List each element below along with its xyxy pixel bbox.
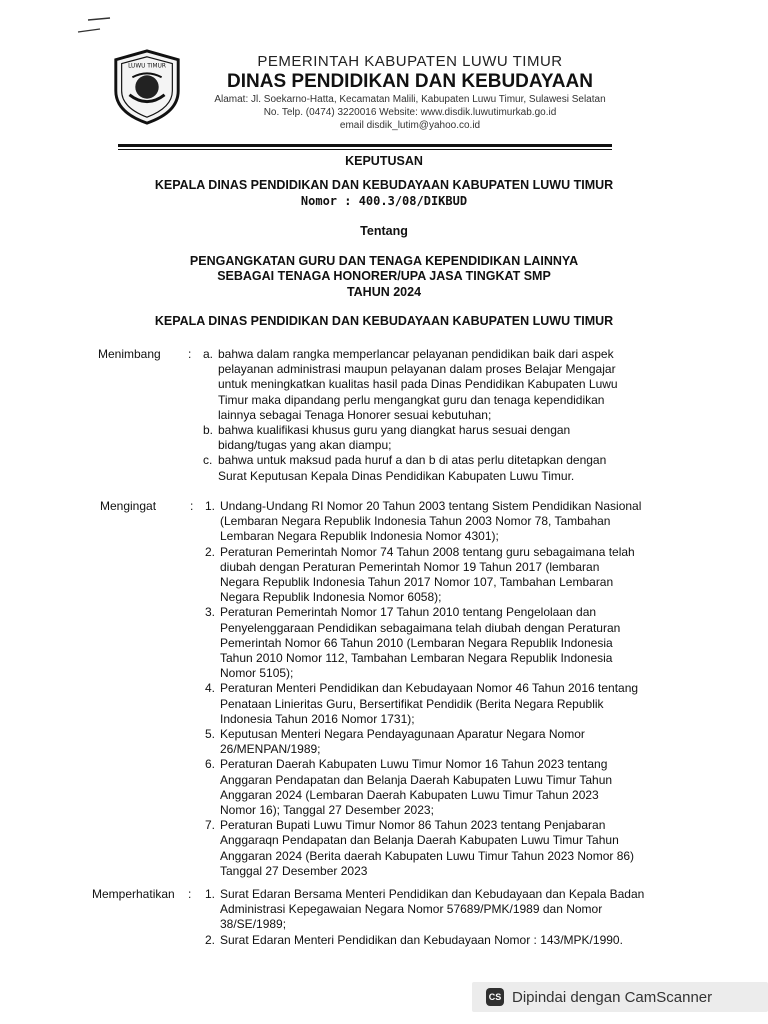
menimbang-item-line: Surat Keputusan Kepala Dinas Pendidikan Kabupaten Luwu Timur. [218,468,575,483]
letterhead [190,52,630,132]
mengingat-item-line: Tahun 2010 Nomor 112, Tambahan Lembaran Negara Republik Indonesia [220,651,613,665]
agency-address: Alamat: Jl. Soekarno-Hatta, Kecamatan Malili, Kabupaten Luwu Timur, Sulawesi Selatan [214,94,606,105]
memperhatikan-item-marker: 2. [205,932,216,947]
subject-line-3: TAHUN 2024 [346,285,422,299]
mengingat-item-marker: 5. [205,727,216,741]
mengingat-item-line: Undang-Undang RI Nomor 20 Tahun 2003 tentang Sistem Pendidikan Nasional [220,499,642,513]
menimbang-item-line: bidang/tugas yang akan diampu; [218,438,392,453]
agency-email: email disdik_lutim@yahoo.co.id [339,120,481,131]
mengingat-item-line: Lembaran Negara Republik Indonesia Nomor 4301); [220,529,499,544]
camscanner-icon: CS [486,988,504,1006]
mengingat-item-line: Nomor 16); Tanggal 27 Desember 2023; [220,803,434,817]
menimbang-item-line: Timur maka dipandang perlu mengangkat guru dan tenaga kependidikan [218,392,605,407]
mengingat-item-line: Peraturan Pemerintah Nomor 74 Tahun 2008 tentang guru sebagaimana telah [220,544,635,559]
mengingat-item-line: Tanggal 27 Desember 2023 [220,863,368,878]
menimbang-label: Menimbang [98,347,161,361]
decree-number: Nomor : 400.3/08/DIKBUD [300,194,468,208]
memperhatikan-item-line: Administrasi Kepegawaian Negara Nomor 57689/PMK/1989 dan Nomor [220,902,603,917]
mengingat-item-marker: 3. [205,605,216,620]
mengingat-item-marker: 4. [205,681,216,696]
issuer-heading: KEPALA DINAS PENDIDIKAN DAN KEBUDAYAAN KABUPATEN LUWU TIMUR [154,178,614,192]
mengingat-item-line: Anggaran 2024 (Lembaran Daerah Kabupaten Luwu Timur Tahun 2023 [220,787,599,802]
doc-type: KEPUTUSAN [345,154,423,168]
mengingat-item-line: Anggaran Pendapatan dan Belanja Daerah Kabupaten Luwu Timur Tahun [220,772,613,787]
mengingat-item-line: Peraturan Daerah Kabupaten Luwu Timur Nomor 16 Tahun 2023 tentang [220,757,608,772]
mengingat-item-line: diubah dengan Peraturan Pemerintah Nomor 19 Tahun 2017 (lembaran [220,559,600,574]
mengingat-item-line: Peraturan Menteri Pendidikan dan Kebudayaan Nomor 46 Tahun 2016 tentang [220,681,639,696]
agency-name: DINAS PENDIDIKAN DAN KEBUDAYAAN [227,71,593,92]
mengingat-item-line: Pemerintah Nomor 66 Tahun 2010 (Lembaran Negara Republik Indonesia [220,635,613,650]
menimbang-item-line: bahwa untuk maksud pada huruf a dan b di atas perlu ditetapkan dengan [218,453,607,468]
mengingat-item-line: Penataan Linieritas Guru, Bersertifikat Pendidik (Berita Negara Republik [220,696,604,711]
mengingat-item-line: (Lembaran Negara Republik Indonesia Tahun 2003 Nomor 78, Tambahan [220,514,611,529]
mengingat-item-marker: 1. [205,499,216,513]
camscanner-watermark [472,982,768,1012]
mengingat-item-marker: 6. [205,757,216,772]
menimbang-item-line: bahwa dalam rangka memperlancar pelayanan pendidikan baik dari aspek [218,347,614,361]
memperhatikan-label: Memperhatikan [92,887,175,901]
memperhatikan-item-line: Surat Edaran Menteri Pendidikan dan Kebudayaan Nomor : 143/MPK/1990. [220,932,623,947]
mengingat-item-line: Indonesia Tahun 2016 Nomor 1731); [220,711,415,726]
mengingat-item-line: 26/MENPAN/1989; [220,742,321,757]
subject-line-2: SEBAGAI TENAGA HONORER/UPA JASA TINGKAT SMP [217,269,551,283]
memperhatikan-colon: : [188,887,192,901]
agency-contact: No. Telp. (0474) 3220016 Website: www.disdik.luwutimurkab.go.id [263,107,557,118]
mengingat-label: Mengingat [100,499,157,513]
mengingat-item-line: Anggaran 2024 (Berita daerah Kabupaten Luwu Timur Tahun 2023 Nomor 86) [220,848,635,863]
mengingat-item-line: Penyelenggaraan Pendidikan sebagaimana telah diubah dengan Peraturan [220,620,621,635]
mengingat-item-line: Nomor 5105); [220,666,294,681]
camscanner-text: Dipindai dengan CamScanner [512,988,713,1006]
memperhatikan-item-marker: 1. [205,887,216,901]
menimbang-item-line: pelayanan administrasi maupun pelayanan dalam proses Belajar Mengajar [218,362,616,377]
svg-text:LUWU TIMUR: LUWU TIMUR [128,63,166,70]
menimbang-item-line: lainnya sebagai Tenaga Honorer sesuai kebutuhan; [218,407,492,422]
letterhead-rule-thin [118,149,612,150]
subject-line-1: PENGANGKATAN GURU DAN TENAGA KEPENDIDIKAN LAINNYA [189,254,579,268]
menimbang-item-marker: b. [203,423,214,437]
menimbang-colon: : [188,347,192,361]
mengingat-item-marker: 2. [205,544,216,559]
regency-logo [108,48,186,126]
mengingat-item-line: Negara Republik Indonesia Tahun 2017 Nomor 107, Tambahan Lembaran [220,575,614,589]
mengingat-item-line: Negara Republik Indonesia Nomor 6058); [220,590,442,605]
menimbang-item-marker: a. [203,347,214,361]
issuer-heading-2: KEPALA DINAS PENDIDIKAN DAN KEBUDAYAAN KABUPATEN LUWU TIMUR [154,314,614,328]
government-name: PEMERINTAH KABUPATEN LUWU TIMUR [257,53,563,70]
mengingat-item-line: Keputusan Menteri Negara Pendayagunaan Aparatur Negara Nomor [220,727,585,741]
about-label: Tentang [360,224,408,238]
menimbang-item-line: untuk meningkatkan kualitas hasil pada Dinas Pendidikan Kabupaten Luwu [218,377,618,392]
pen-mark [76,14,116,38]
mengingat-item-line: Peraturan Pemerintah Nomor 17 Tahun 2010 tentang Pengelolaan dan [220,605,597,620]
menimbang-item-marker: c. [203,453,213,468]
memperhatikan-item-line: Surat Edaran Bersama Menteri Pendidikan dan Kebudayaan dan Kepala Badan [220,887,645,901]
menimbang-item-line: bahwa kualifikasi khusus guru yang diangkat harus sesuai dengan [218,423,571,437]
memperhatikan-item-line: 38/SE/1989; [220,917,287,932]
mengingat-item-line: Peraturan Bupati Luwu Timur Nomor 86 Tahun 2023 tentang Penjabaran [220,818,606,833]
letterhead-rule-thick [118,144,612,147]
mengingat-colon: : [190,499,194,513]
mengingat-item-marker: 7. [205,818,216,833]
mengingat-item-line: Anggaraqn Pendapatan dan Belanja Daerah Kabupaten Luwu Timur Tahun [220,833,619,848]
